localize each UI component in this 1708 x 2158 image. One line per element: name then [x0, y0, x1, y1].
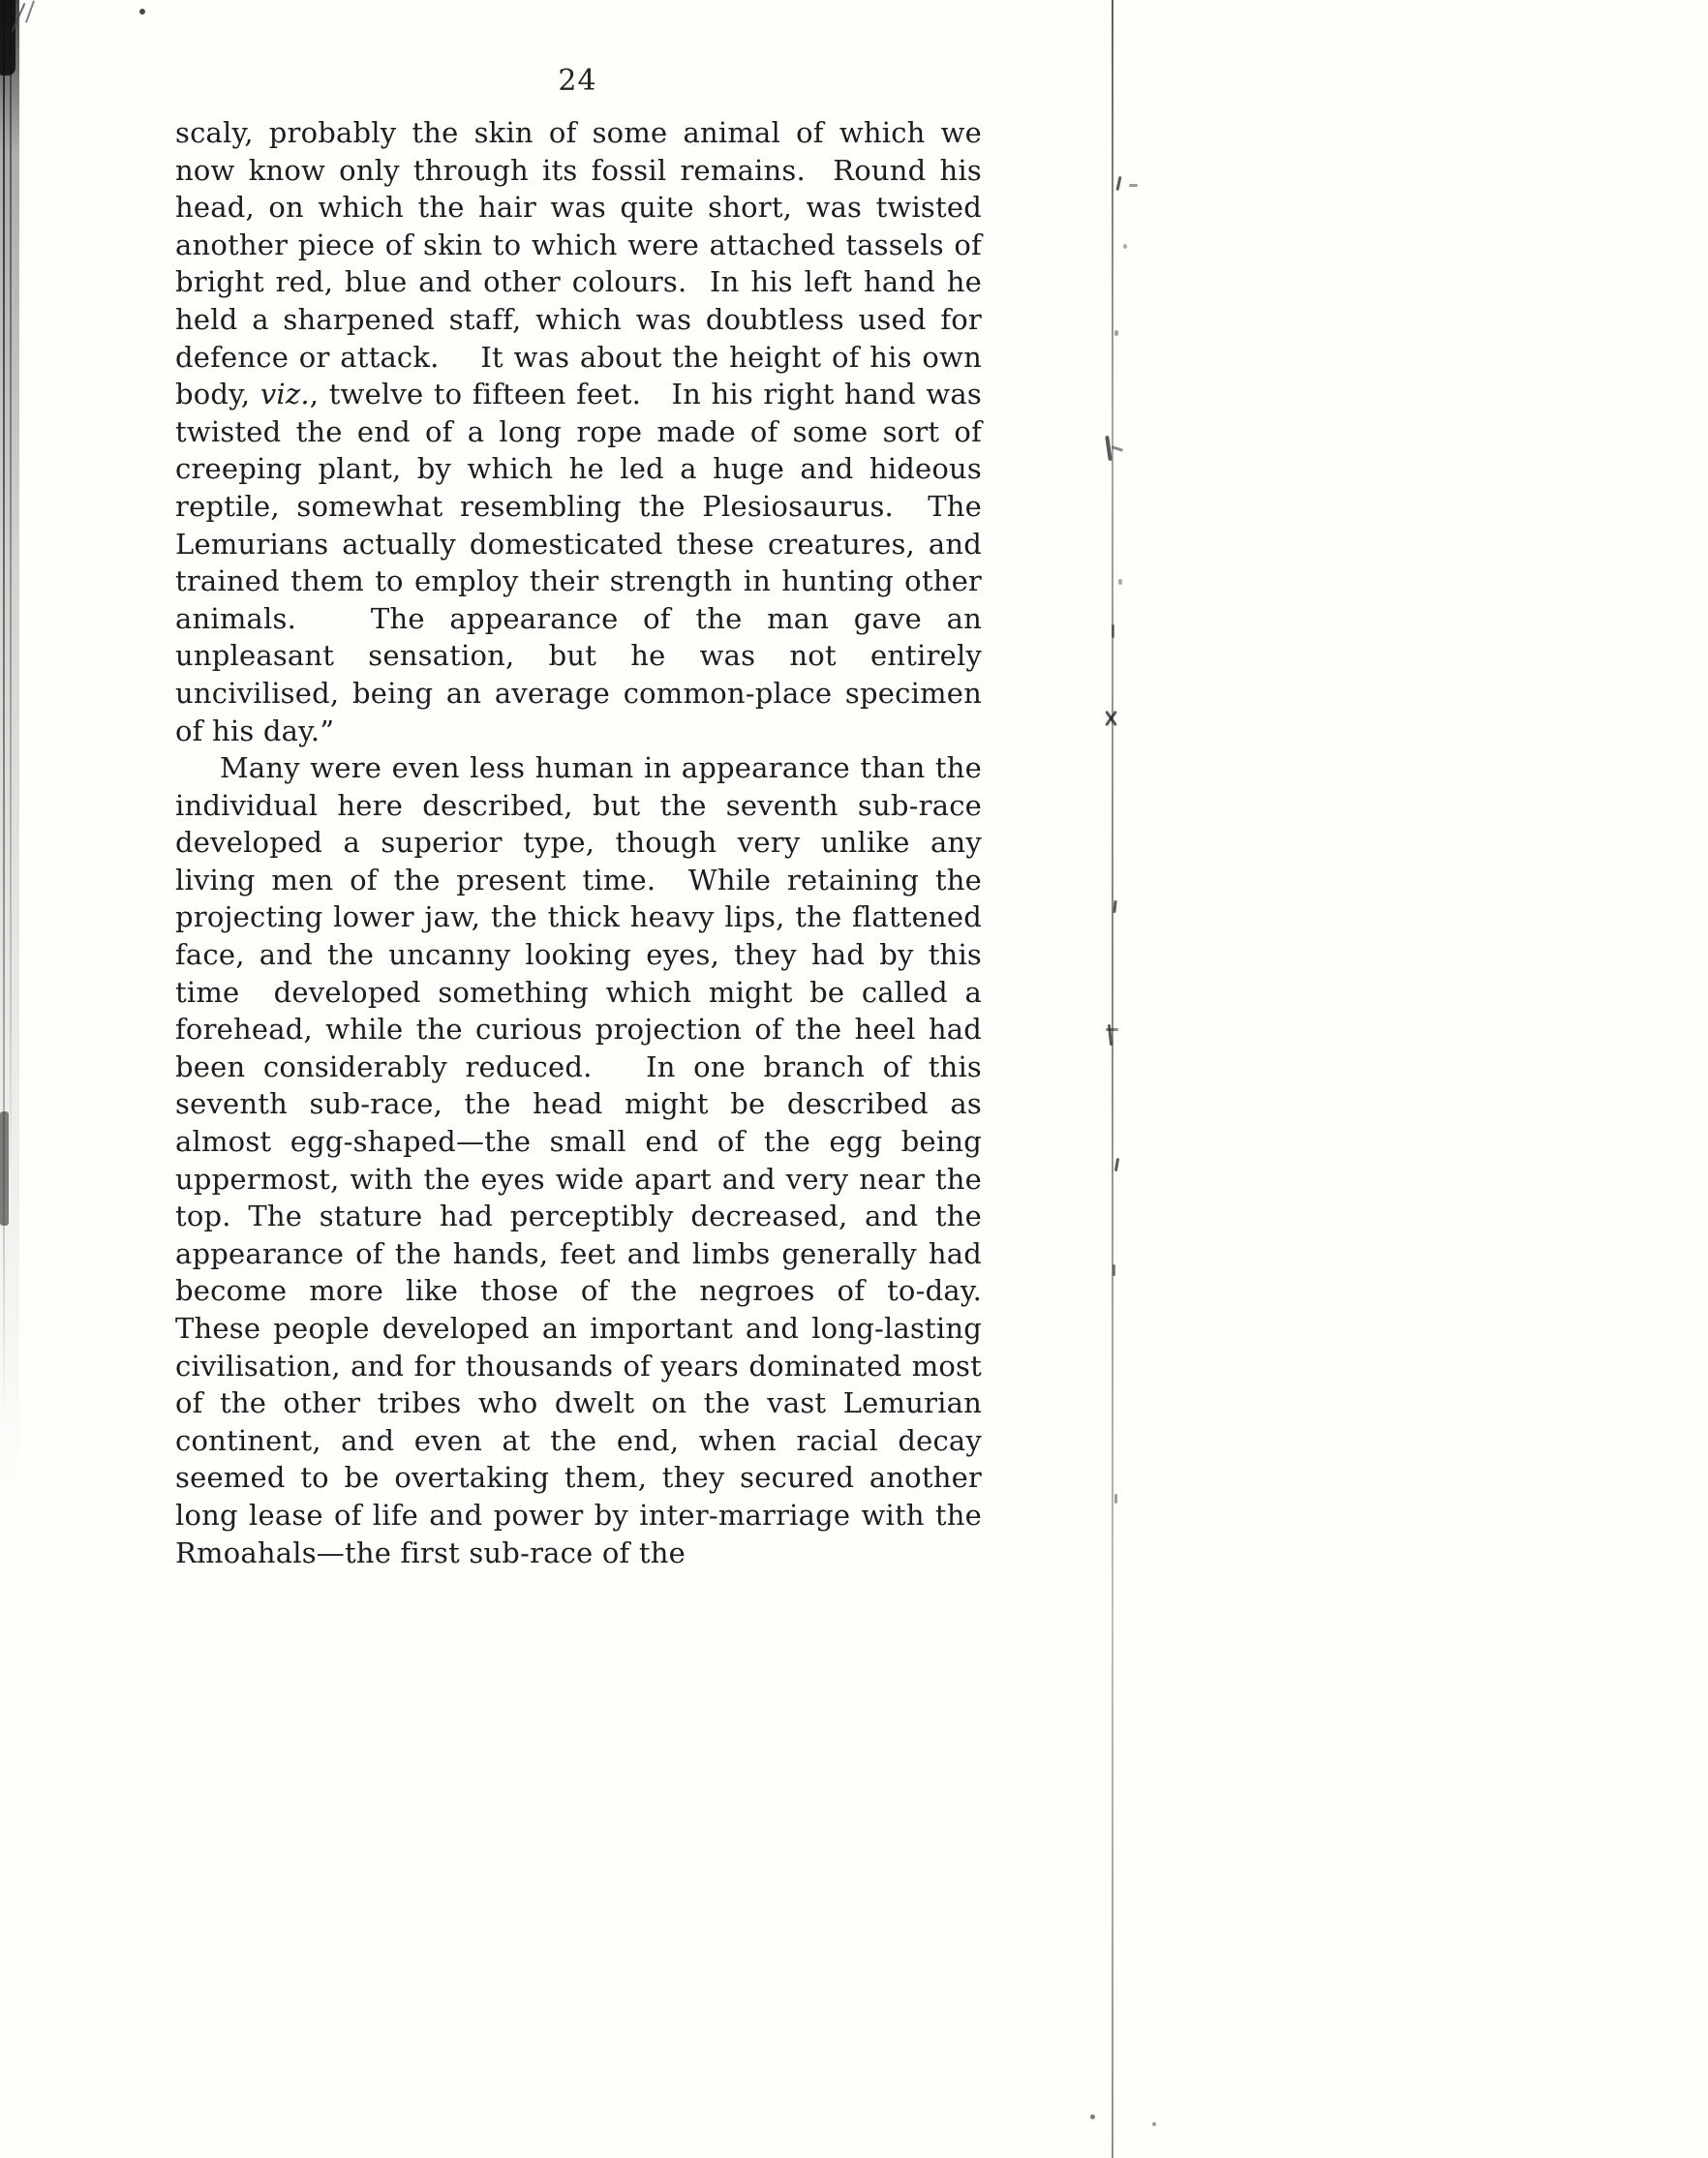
- ink-mark: [1115, 176, 1121, 191]
- text-run: , twelve to fifteen feet. In his right hand was twisted the end of a long rope made of some sort of creeping plant, by which he led a huge and hideous reptile, somewhat resembling the Plesiosaurus. The Lemurians actually domesticated these creatures, and trained them to employ their strength in hunting other animals. The appearance of the man gave an unpleasant sensation, but he was not entirely uncivilised, being an average common-place specimen of his day.”: [175, 378, 991, 747]
- scan-edge-smudge: [0, 0, 15, 76]
- ink-mark: [1113, 1264, 1115, 1276]
- paragraphs: [175, 114, 1010, 1571]
- pencil-mark: [25, 0, 35, 22]
- text-run: Many were even less human in appearance than the individual here described, but the seventh sub-race developed a superior type, though very unlike any living men of the present time. While retaining the projecting lower jaw, the thick heavy lips, the flattened face, and the uncanny looking eyes, they had by this time developed something which might be called a forehead, while the curious projection of the heel had been considerably reduced. In one branch of this seventh sub-race, the head might be described as almost egg-shaped—the small end of the egg being uppermost, with the eyes wide apart and very near the top. The stature had perceptibly decreased, and the appearance of the hands, feet and limbs generally had become more like those of the negroes of to-day. These people developed an important and long-lasting civilisation, and for thousands of years dominated most of the other tribes who dwelt on the vast Lemurian continent, and even at the end, when racial decay seemed to be overtaking them, they secured another long lease of life and power by inter-marriage with the Rmoahals—the first sub-race of the: [175, 751, 1010, 1569]
- scan-edge-line: [10, 0, 12, 1181]
- paragraph: [175, 749, 1010, 1571]
- ink-dot: [139, 9, 145, 15]
- scan-edge-smudge: [0, 1111, 9, 1226]
- ink-dot: [1152, 2122, 1156, 2126]
- ink-mark: [1114, 330, 1118, 336]
- ink-mark: [1118, 579, 1122, 585]
- ink-mark: [1114, 1494, 1117, 1504]
- ink-mark: [1112, 624, 1114, 638]
- page-number: 24: [558, 64, 597, 98]
- ink-mark: [1106, 1028, 1118, 1031]
- binding-thread-line: [1112, 0, 1113, 2158]
- ink-dot: [1090, 2114, 1095, 2119]
- ink-mark: [1114, 1158, 1119, 1171]
- paragraph: [175, 114, 991, 749]
- ink-mark: [1113, 900, 1116, 913]
- ink-mark: [1129, 184, 1138, 187]
- ink-mark: [1123, 244, 1127, 249]
- text-run: scaly, probably the skin of some animal of which we now know only through its fossil remains. Round his head, on which the hair was quite short, was twisted another piece of skin to which were attached tassels of bright red, blue and other colours. In his left hand he held a sharpened staff, which was doubtless used for defence or attack. It was about the height of his own body,: [175, 116, 991, 411]
- italic-text-run: viz.: [259, 378, 310, 411]
